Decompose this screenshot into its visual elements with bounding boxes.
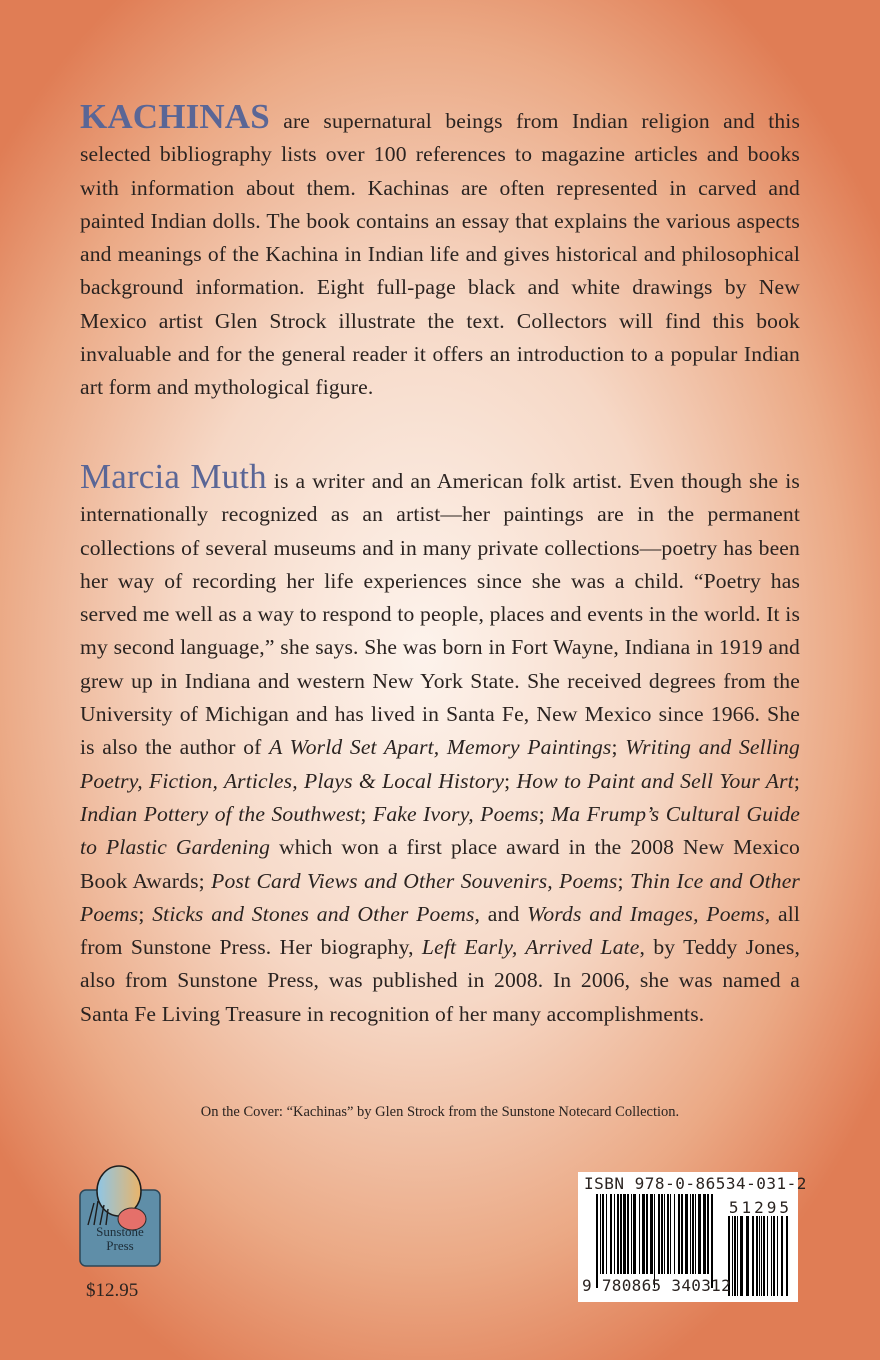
book-title: Ma Frump’s Cultural Guide to Plastic Gardening: [80, 801, 801, 860]
barcode-bar: [650, 1194, 653, 1274]
barcode-bar: [661, 1194, 663, 1274]
barcode-bar: [781, 1216, 783, 1296]
bio-text: ;: [360, 801, 373, 826]
barcode-bar: [642, 1194, 645, 1274]
bio-text: , by Teddy Jones, also from Sunstone Press, was published in 2008. In 2006, she was named a Santa Fe Living Treasure in recognition of her many accomplishments.: [80, 935, 800, 1026]
book-title: Indian Pottery of the Southwest: [80, 801, 361, 826]
bio-text: ;: [138, 901, 153, 926]
bio-text: ;: [793, 768, 800, 793]
barcode-bar: [670, 1194, 671, 1274]
bio-text: , and: [474, 901, 528, 926]
barcode-bar: [685, 1194, 688, 1274]
barcode-bar: [623, 1194, 626, 1274]
barcode-bar: [596, 1194, 598, 1288]
barcode-bar: [737, 1216, 738, 1296]
bio-text: is a writer and an American folk artist. Even though she is internationally recognized as an artist—her paintings are in the permanent collections of several museums and in many private collections—poetry has been her way of recording her life experiences since she was a child. “Poetry has served me well as a way to respond to people, places and events in the world. It is my second language,” she says. She was born in Fort Wayne, Indiana in 1919 and grew up in Indiana and western New York State. She received degrees from the University of Michigan and has lived in Santa Fe, New Mexico since 1966. She is also the author of: [80, 469, 800, 760]
barcode-bar: [740, 1216, 743, 1296]
book-title: Post Card Views and Other Souvenirs, Poems: [211, 868, 618, 893]
barcode-bar: [732, 1216, 733, 1296]
barcode-bar: [711, 1194, 713, 1288]
barcode-bar: [674, 1194, 675, 1274]
barcode-bar: [610, 1194, 612, 1274]
barcode-bar: [690, 1194, 691, 1274]
ean-digits: [582, 1276, 731, 1295]
barcode-bar: [773, 1216, 775, 1296]
barcode-bar: [658, 1194, 660, 1274]
barcode-bar: [752, 1216, 754, 1296]
barcode-bar: [771, 1216, 772, 1296]
barcode-bar: [759, 1216, 760, 1296]
cover-credit: On the Cover: “Kachinas” by Glen Strock from the Sunstone Notecard Collection.: [200, 1104, 680, 1120]
barcode-bar: [703, 1194, 706, 1274]
barcode-bar: [777, 1216, 778, 1296]
book-title: Fake Ivory, Poems: [372, 801, 539, 826]
barcode-bar: [667, 1194, 669, 1274]
bio-text: , all from Sunstone Press. Her biography,: [80, 901, 800, 960]
barcode-bar: [646, 1194, 648, 1274]
barcode-bar: [681, 1194, 683, 1274]
ean-right-digits: 340312: [671, 1276, 732, 1295]
barcode-bar: [763, 1216, 765, 1296]
barcode-bar: [620, 1194, 622, 1274]
author-name: Marcia Muth: [80, 457, 267, 496]
barcode-bar: [786, 1216, 788, 1296]
book-title: Writing and Selling Poetry, Fiction, Articles, Plays & Local History: [80, 735, 801, 793]
barcode-bar: [756, 1216, 758, 1296]
barcode-bar: [627, 1194, 629, 1274]
ean-first-digit: 9: [582, 1276, 592, 1295]
barcode-bar: [767, 1216, 768, 1296]
logo-line-2: Press: [106, 1238, 134, 1253]
price: $12.95: [86, 1280, 139, 1301]
book-title: A World Set Apart, Memory Paintings: [269, 735, 612, 760]
barcode-bar: [746, 1216, 749, 1296]
barcode-bar: [734, 1216, 736, 1296]
barcode-bar: [695, 1194, 696, 1274]
barcode-bar: [707, 1194, 709, 1274]
description-lead: KACHINAS: [80, 97, 270, 136]
sunstone-press-logo: [78, 1165, 162, 1270]
barcode-bar: [761, 1216, 762, 1296]
book-title: Thin Ice and Other Poems: [80, 868, 800, 926]
bio-text: ;: [538, 801, 552, 826]
book-title: Sticks and Stones and Other Poems: [152, 901, 475, 926]
book-title: Words and Images, Poems: [527, 901, 765, 926]
bio-text: ;: [617, 868, 630, 893]
barcode-bar: [602, 1194, 604, 1274]
ean-left-digits: 780865: [601, 1276, 662, 1295]
barcode-bar: [664, 1194, 665, 1274]
book-title: How to Paint and Sell Your Art: [516, 768, 794, 793]
bio-text: which won a first place award in the 2008 New Mexico Book Awards;: [80, 835, 800, 893]
barcode-bar: [678, 1194, 680, 1274]
barcode-bar: [633, 1194, 636, 1274]
isbn-barcode: [578, 1172, 807, 1302]
price-addon-code: 51295: [728, 1198, 792, 1217]
barcode-bar: [614, 1194, 615, 1274]
barcode-bar: [639, 1194, 640, 1274]
book-title: Left Early, Arrived Late: [421, 935, 640, 960]
barcode-bar: [692, 1194, 694, 1274]
barcode-bar: [606, 1194, 607, 1274]
bio-text: ;: [611, 735, 626, 760]
isbn-text: ISBN 978-0-86534-031-2: [584, 1174, 807, 1193]
description-text: are supernatural beings from Indian religion and this selected bibliography lists over 100 references to magazine articles and books with information about them. Kachinas are often represented in carved and painted Indian dolls. The book contains an essay that explains the various aspects and meanings of the Kachina in Indian life and gives historical and philosophical background information. Eight full-page black and white drawings by New Mexico artist Glen Strock illustrate the text. Collectors will find this book invaluable and for the general reader it offers an introduction to a popular Indian art form and mythological figure.: [80, 109, 800, 400]
barcode-bar: [654, 1194, 655, 1288]
author-bio: [80, 457, 801, 1031]
barcode-bar: [698, 1194, 701, 1274]
barcode-bar: [617, 1194, 619, 1274]
barcode-bar: [631, 1194, 632, 1274]
logo-line-1: Sunstone: [96, 1224, 144, 1239]
book-description: [80, 97, 800, 405]
barcode-bar: [600, 1194, 601, 1274]
bio-text: ;: [504, 768, 517, 793]
